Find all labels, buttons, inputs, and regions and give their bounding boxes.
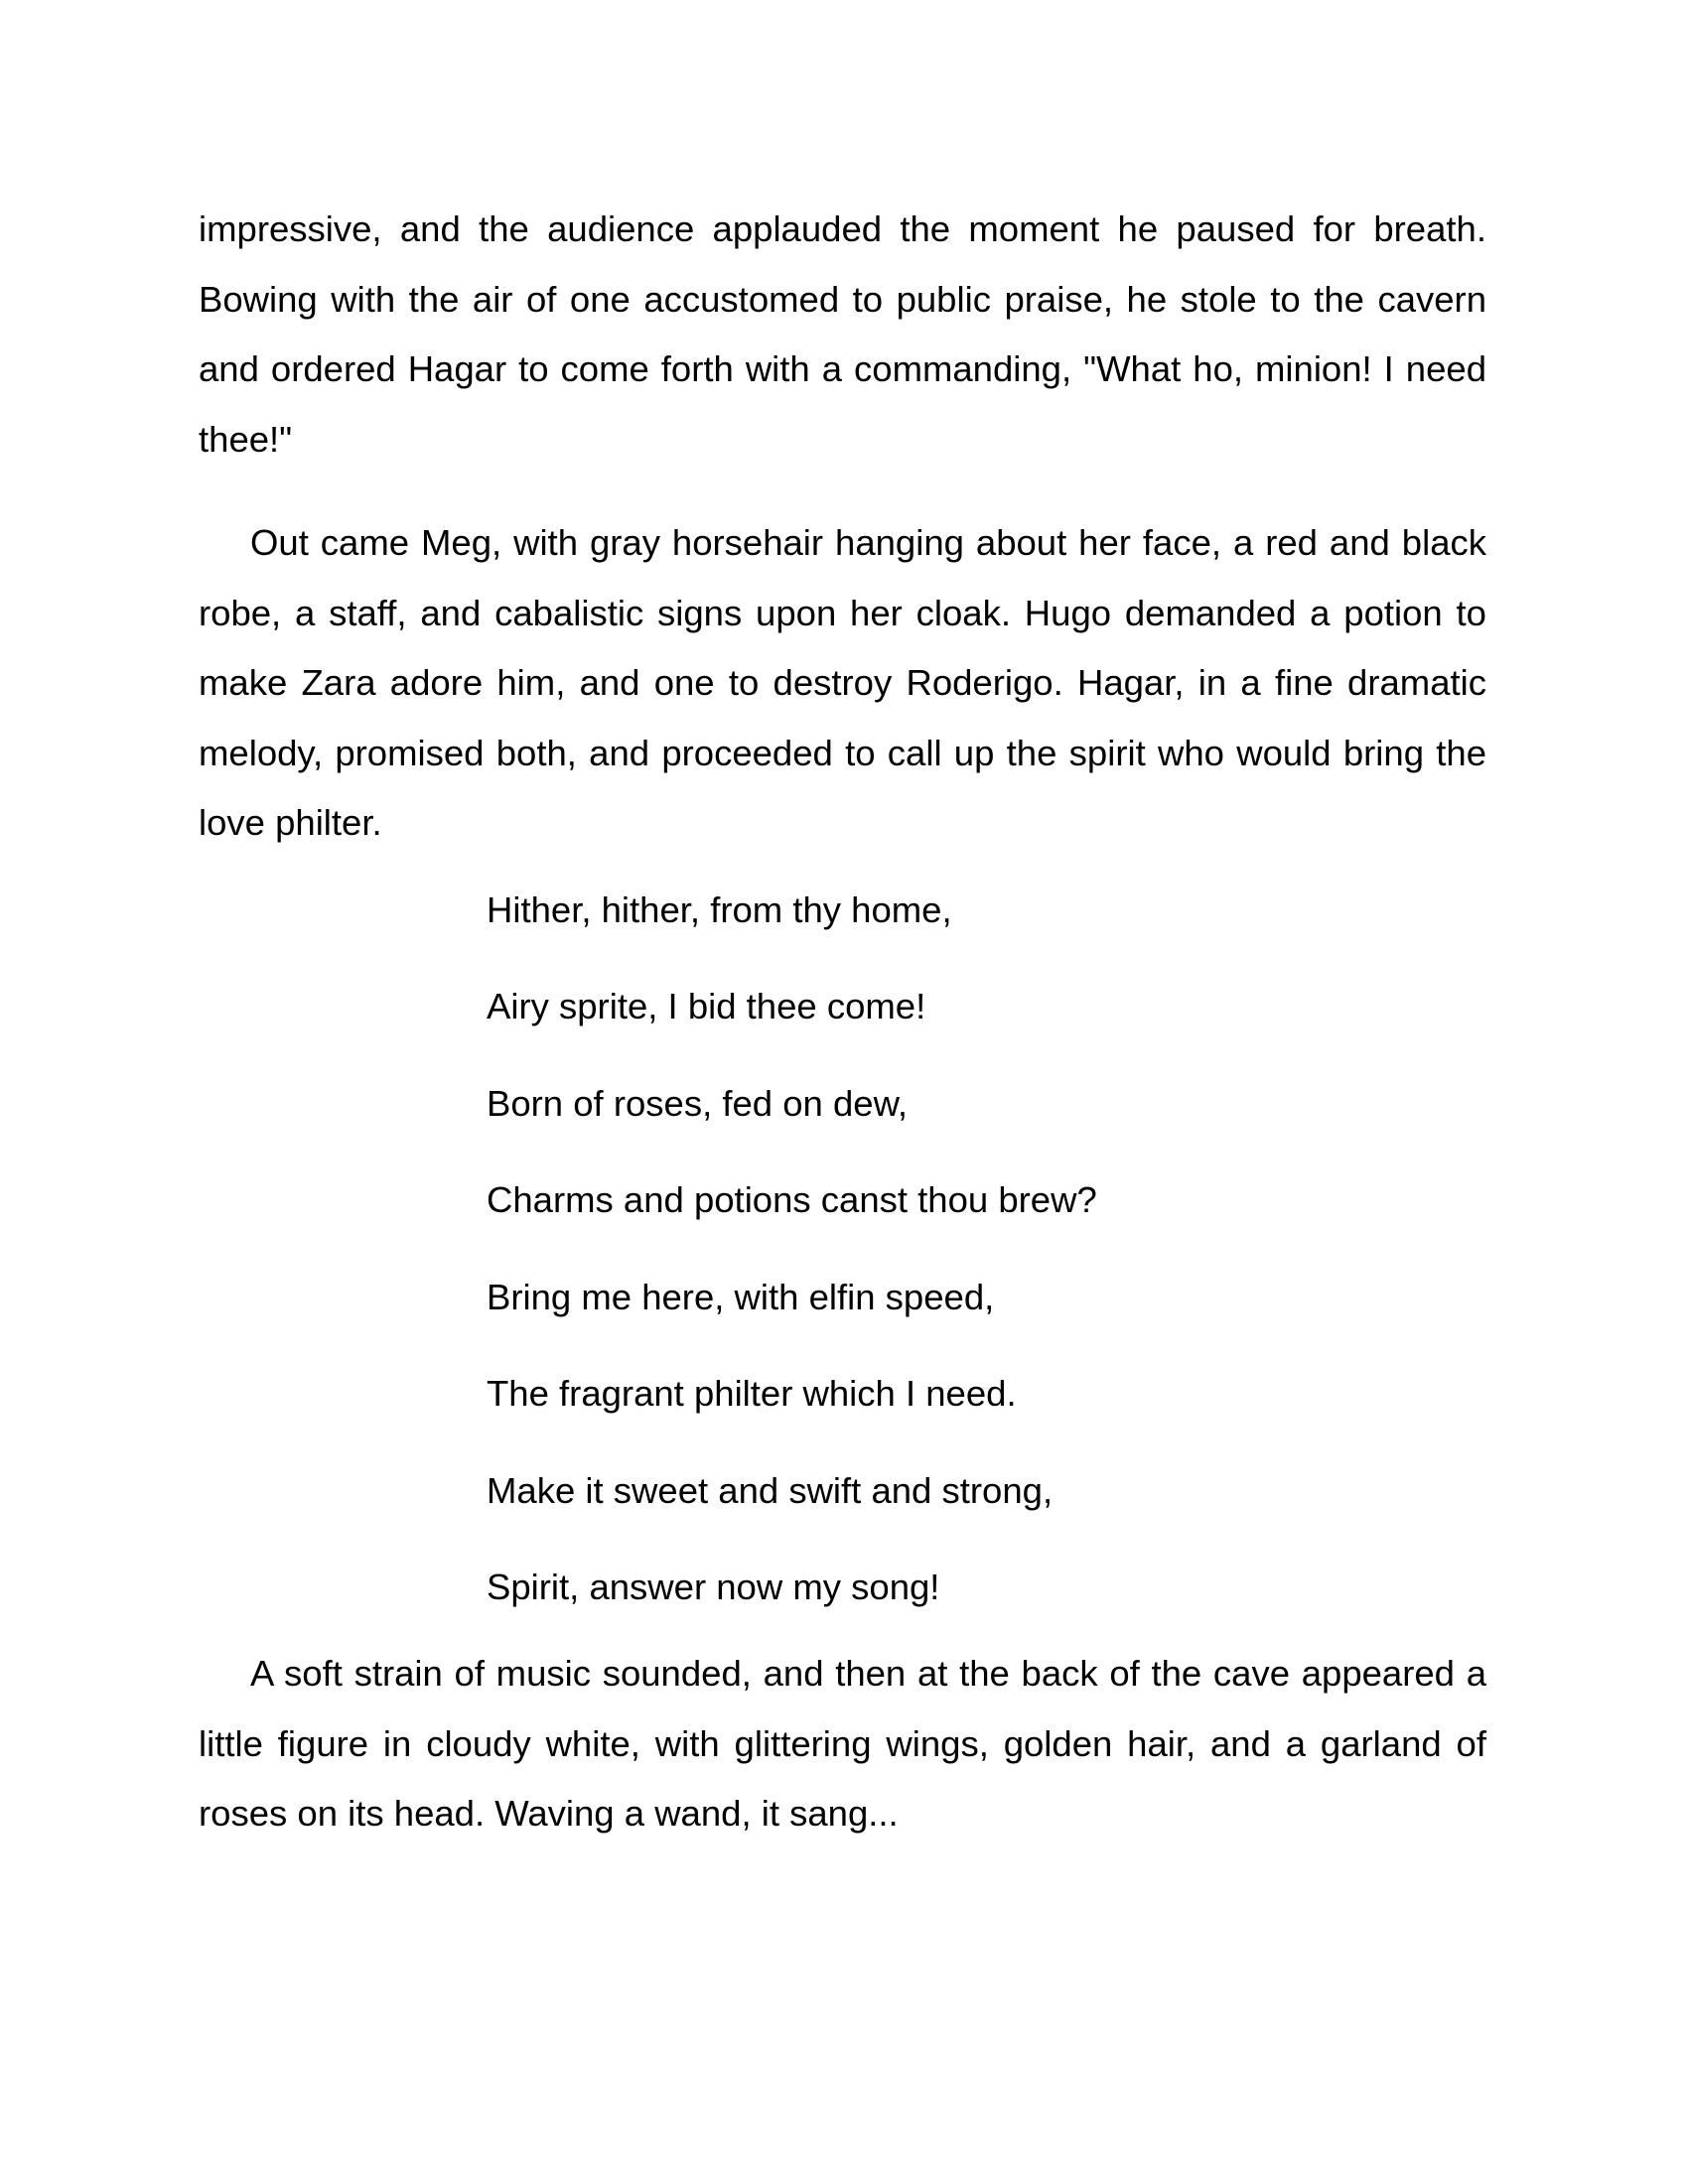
- poem-line: Spirit, answer now my song!: [487, 1567, 940, 1607]
- paragraph-meg-appears: Out came Meg, with gray horsehair hanging about her face, a red and black robe, a staff, and cabalistic signs upon her cloak. Hugo demanded a potion to make Zara adore him, and one to destroy Roderigo. Hagar, in a fine dramatic melody, promised both, and proceeded to call up the spirit who would bring the love philter.: [199, 522, 1486, 843]
- paragraph-continued: impressive, and the audience applauded the moment he paused for breath. Bowing with the air of one accustomed to public praise, he stole to the cavern and ordered Hagar to come forth with a commanding, "What ho, minion! I need thee!": [199, 208, 1486, 460]
- poem-line: Make it sweet and swift and strong,: [487, 1469, 1054, 1511]
- poem-line: The fragrant philter which I need.: [487, 1373, 1017, 1414]
- paragraph-spirit-appears: A soft strain of music sounded, and then at the back of the cave appeared a little figure in cloudy white, with glittering wings, golden hair, and a garland of roses on its head. Waving a wand, it sang...: [199, 1653, 1486, 1834]
- poem-line: Airy sprite, I bid thee come!: [487, 986, 926, 1026]
- poem-stanza: [487, 888, 1486, 1607]
- poem-line: Born of roses, fed on dew,: [487, 1082, 909, 1124]
- document-page: [199, 195, 1486, 1849]
- poem-line: Bring me here, with elfin speed,: [487, 1276, 995, 1317]
- poem-line: Hither, hither, from thy home,: [487, 888, 952, 930]
- poem-line: Charms and potions canst thou brew?: [487, 1179, 1097, 1220]
